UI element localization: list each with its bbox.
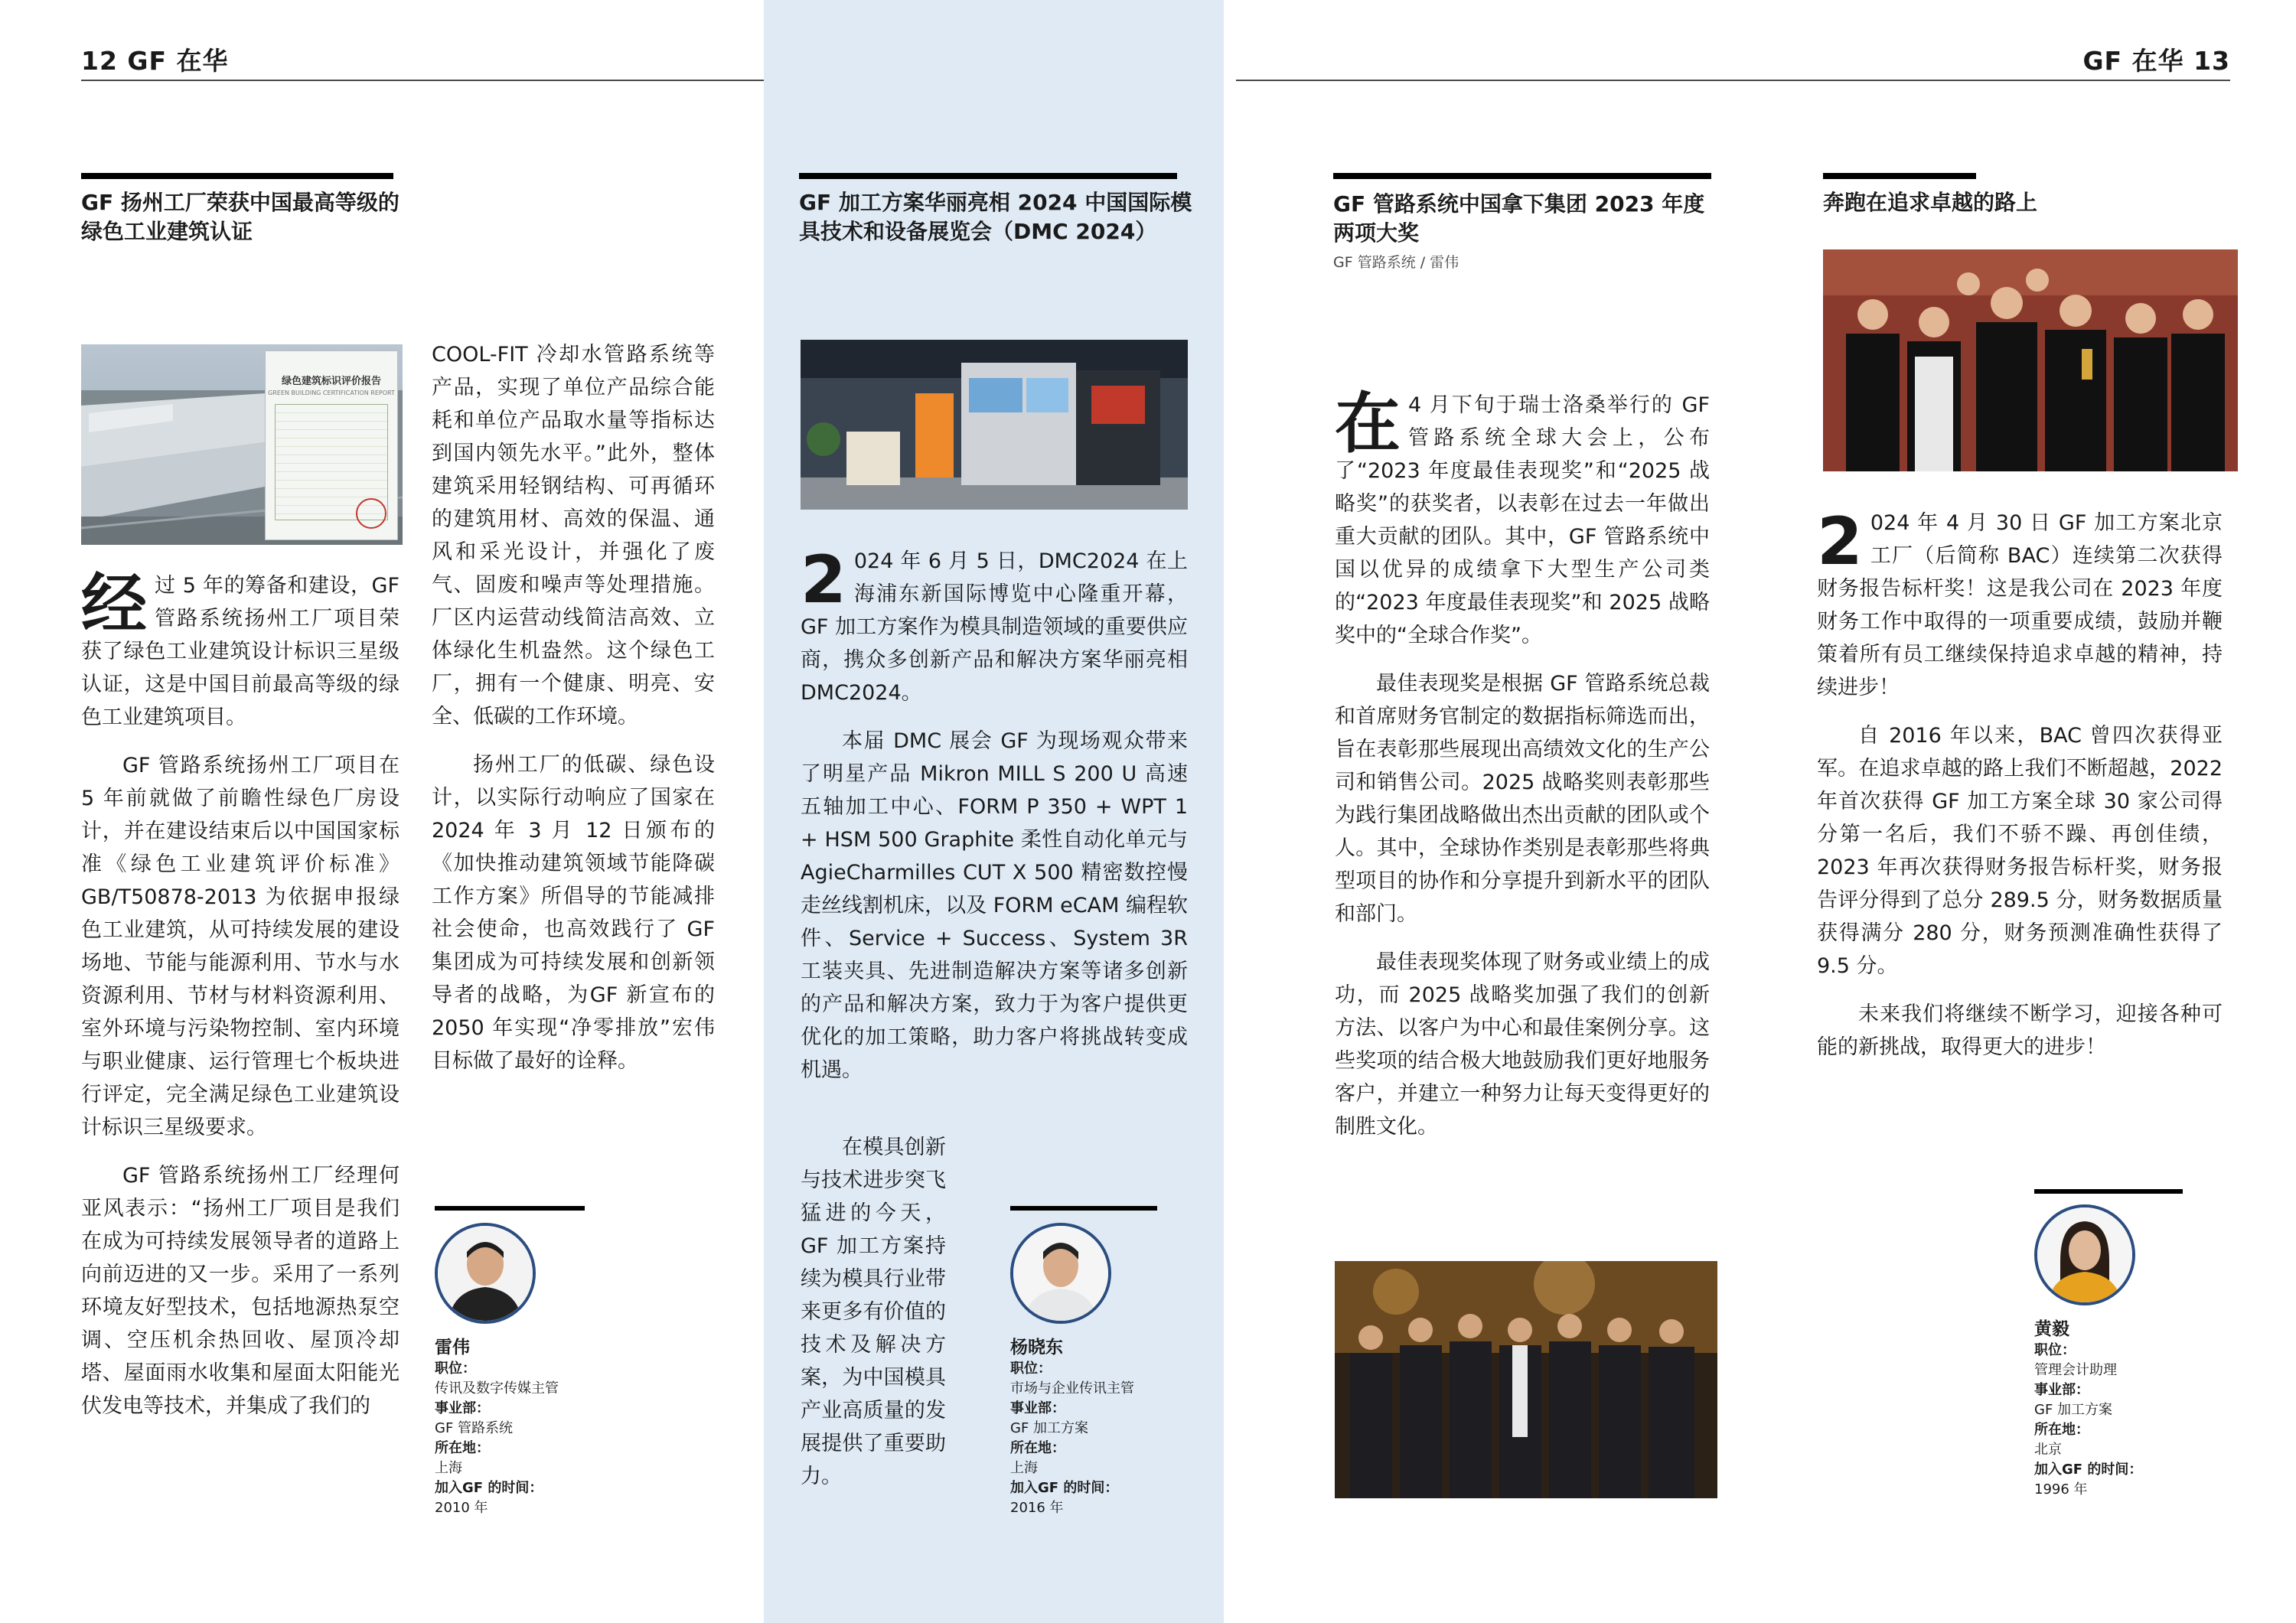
person4-title: 管理会计助理 — [2034, 1362, 2117, 1378]
header-rule-left — [81, 80, 764, 81]
person4-division: GF 加工方案 — [2034, 1402, 2113, 1418]
article1-para2: GF 管路系统扬州工厂项目在 5 年前就做了前瞻性绿色厂房设计，并在建设结束后以中国国家标准《绿色工业建筑评价标准》GB/T50878-2013 为依据申报绿色工业建筑，从可持续发展的建设场地、节能与能源利用、节水与水资源利用、节材与材料资源利用、室外环境与污染物控制、室内环境与职业健康、运行管理七个板块进行评定，完全满足绿色工业建筑设计标识三星级要求。 — [81, 754, 400, 1139]
article4-title-bar — [1823, 173, 1976, 179]
article2-title: GF 加工方案华丽亮相 2024 中国国际模具技术和设备展览会（DMC 2024） — [799, 190, 1192, 244]
article3-title: GF 管路系统中国拿下集团 2023 年度两项大奖 — [1333, 191, 1705, 246]
dmc-booth-image — [801, 340, 1188, 510]
article1-para5: 扬州工厂的低碳、绿色设计，以实际行动响应了国家在 2024 年 3 月 12 日颁布的《加快推动建筑领域节能降碳工作方案》所倡导的节能减排社会使命，也高效践行了 GF 集团成为可持续发展和创新领导者的战略，为GF 新宣布的 2050 年实现“净零排放”宏伟目标做了最好的诠释。 — [432, 753, 715, 1073]
person1-title: 传讯及数字传媒主管 — [435, 1380, 559, 1396]
person1-name: 雷伟 — [435, 1338, 470, 1357]
article1-column1 — [81, 566, 400, 1438]
person2-join-year: 2016 年 — [1010, 1500, 1064, 1516]
person2-title: 市场与企业传讯主管 — [1010, 1380, 1134, 1396]
article1-title: GF 扬州工厂荣获中国最高等级的绿色工业建筑认证 — [81, 190, 400, 244]
article1-para3: GF 管路系统扬州工厂经理何亚风表示：“扬州工厂项目是我们在成为可持续发展领导者的道路上向前迈进的又一步。采用了一系列环境友好型技术，包括地源热泵空调、空压机余热回收、屋顶冷却塔、屋面雨水收集和屋面太阳能光伏发电等技术，并集成了我们的 — [81, 1164, 400, 1418]
person4-location: 北京 — [2034, 1442, 2062, 1458]
article2-para2: 本届 DMC 展会 GF 为现场观众带来了明星产品 Mikron MILL S 200 U 高速五轴加工中心、FORM P 350 + WPT 1 + HSM 500 Graphite 柔性自动化单元与 AgieCharmilles CUT X 500 精密数控慢走丝线割机床，以及 FORM eCAM 编程软件、Service + Success、System 3R 工装夹具、先进制造解决方案等诸多创新的产品和解决方案，致力于为客户提供更优化的加工策略，助力客户将挑战转变成机遇。 — [801, 729, 1188, 1082]
person1-division: GF 管路系统 — [435, 1420, 514, 1436]
article3-dropcap: 在 — [1335, 386, 1401, 462]
person4-name: 黄毅 — [2034, 1319, 2069, 1339]
person1-location: 上海 — [435, 1460, 462, 1476]
article4-dropcap: 2 — [1817, 504, 1863, 580]
header-rule-right — [1236, 80, 2230, 81]
team-award-image — [1823, 249, 2238, 471]
page-number-left: 12 GF 在华 — [81, 46, 229, 76]
person4-avatar — [2034, 1204, 2135, 1305]
award-ceremony-image — [1335, 1261, 1717, 1498]
person4-rule — [2034, 1189, 2183, 1194]
article2-expo-photo — [801, 340, 1188, 510]
article2-dropcap: 2 — [801, 542, 846, 618]
article1-para1: 过 5 年的筹备和建设，GF 管路系统扬州工厂项目荣获了绿色工业建筑设计标识三星级认证，这是中国目前最高等级的绿色工业建筑项目。 — [81, 574, 400, 729]
article3-column — [1335, 386, 1710, 1159]
person1-avatar — [435, 1223, 536, 1324]
article3-para2: 最佳表现奖是根据 GF 管路系统总裁和首席财务官制定的数据指标筛选而出，旨在表彰那些展现出高绩效文化的生产公司和销售公司。2025 战略奖则表彰那些为践行集团战略做出杰出贡献的团队或个人。其中，全球协作类别是表彰那些将典型项目的协作和分享提升到新水平的团队和部门。 — [1335, 672, 1710, 926]
person2-location: 上海 — [1010, 1460, 1038, 1476]
person2-rule — [1010, 1206, 1157, 1211]
person4-card: 黄毅 职位： 管理会计助理 事业部： GF 加工方案 所在地： 北京 加入GF 的时间： 1996 年 — [2034, 1318, 2142, 1500]
person2-name: 杨晓东 — [1010, 1338, 1063, 1357]
person2-card: 杨晓东 职位： 市场与企业传讯主管 事业部： GF 加工方案 所在地： 上海 加入GF 的时间： 2016 年 — [1010, 1336, 1134, 1518]
person2-avatar — [1010, 1223, 1111, 1324]
article1-dropcap: 经 — [81, 566, 147, 643]
article3-title-bar — [1333, 173, 1711, 179]
person1-join-year: 2010 年 — [435, 1500, 488, 1516]
article2-title-bar — [799, 173, 1177, 179]
article1-factory-photo — [81, 344, 403, 545]
article2-column — [801, 542, 1188, 1102]
certificate-caption: 绿色建筑标识评价报告 — [281, 376, 381, 387]
article2-column-narrow — [801, 1131, 946, 1508]
article1-column2 — [432, 338, 715, 1093]
article4-para2: 自 2016 年以来，BAC 曾四次获得亚军。在追求卓越的路上我们不断超越，2022 年首次获得 GF 加工方案全球 30 家公司得分第一名后，我们不骄不躁、再创佳绩，2023 年再次获得财务报告标杆奖，财务报告评分得到了总分 289.5 分，财务数据质量获得满分 280 分，财务预测准确性获得了 9.5 分。 — [1817, 724, 2223, 978]
article4-team-photo — [1823, 249, 2238, 471]
article3-award-photo — [1335, 1261, 1717, 1498]
article2-para3: 在模具创新与技术进步突飞猛进的今天，GF 加工方案持续为模具行业带来更多有价值的技术及解决方案，为中国模具产业高质量的发展提供了重要助力。 — [801, 1136, 946, 1488]
certificate-report-image — [265, 350, 398, 540]
article2-para1: 024 年 6 月 5 日，DMC2024 在上海浦东新国际博览中心隆重开幕，GF 加工方案作为模具制造领域的重要供应商，携众多创新产品和解决方案华丽亮相 DMC2024。 — [801, 549, 1188, 705]
person1-rule — [435, 1206, 585, 1211]
article4-para3: 未来我们将继续不断学习，迎接各种可能的新挑战，取得更大的进步！ — [1817, 1002, 2223, 1059]
article4-para1: 024 年 4 月 30 日 GF 加工方案北京工厂（后简称 BAC）连续第二次获得财务报告标杆奖！这是我公司在 2023 年度财务工作中取得的一项重要成绩，鼓励并鞭策着所有员工继续保持追求卓越的精神，持续进步！ — [1817, 511, 2223, 699]
article3-para3: 最佳表现奖体现了财务或业绩上的成功，而 2025 战略奖加强了我们的创新方法、以客户为中心和最佳案例分享。这些奖项的结合极大地鼓励我们更好地服务客户，并建立一种努力让每天变得更好的制胜文化。 — [1335, 950, 1710, 1139]
person2-division: GF 加工方案 — [1010, 1420, 1089, 1436]
article3-para1: 4 月下旬于瑞士洛桑举行的 GF 管路系统全球大会上，公布了“2023 年度最佳表现奖”和“2025 战略奖”的获奖者，以表彰在过去一年做出重大贡献的团队。其中，GF 管路系统中国以优异的成绩拿下大型生产公司类的“2023 年度最佳表现奖”和 2025 战略奖中的“全球合作奖”。 — [1335, 393, 1710, 647]
article1-title-bar — [81, 173, 393, 179]
certificate-caption-en: GREEN BUILDING CERTIFICATION REPORT — [268, 389, 395, 396]
red-seal-icon — [356, 498, 386, 529]
person1-card: 雷伟 职位： 传讯及数字传媒主管 事业部： GF 管路系统 所在地： 上海 加入GF 的时间： 2010 年 — [435, 1336, 559, 1518]
page-number-right: GF 在华 13 — [2082, 46, 2230, 76]
article3-byline: GF 管路系统 / 雷伟 — [1333, 254, 1459, 271]
person4-join-year: 1996 年 — [2034, 1481, 2088, 1498]
article4-title: 奔跑在追求卓越的路上 — [1823, 190, 2038, 215]
article1-para4: COOL-FIT 冷却水管路系统等产品，实现了单位产品综合能耗和单位产品取水量等指标达到国内领先水平。”此外，整体建筑采用轻钢结构、可再循环的建筑用材、高效的保温、通风和采光设计，并强化了废气、固废和噪声等处理措施。厂区内运营动线简洁高效、立体绿化生机盎然。这个绿色工厂，拥有一个健康、明亮、安全、低碳的工作环境。 — [432, 343, 715, 728]
article4-column — [1817, 504, 2223, 1079]
